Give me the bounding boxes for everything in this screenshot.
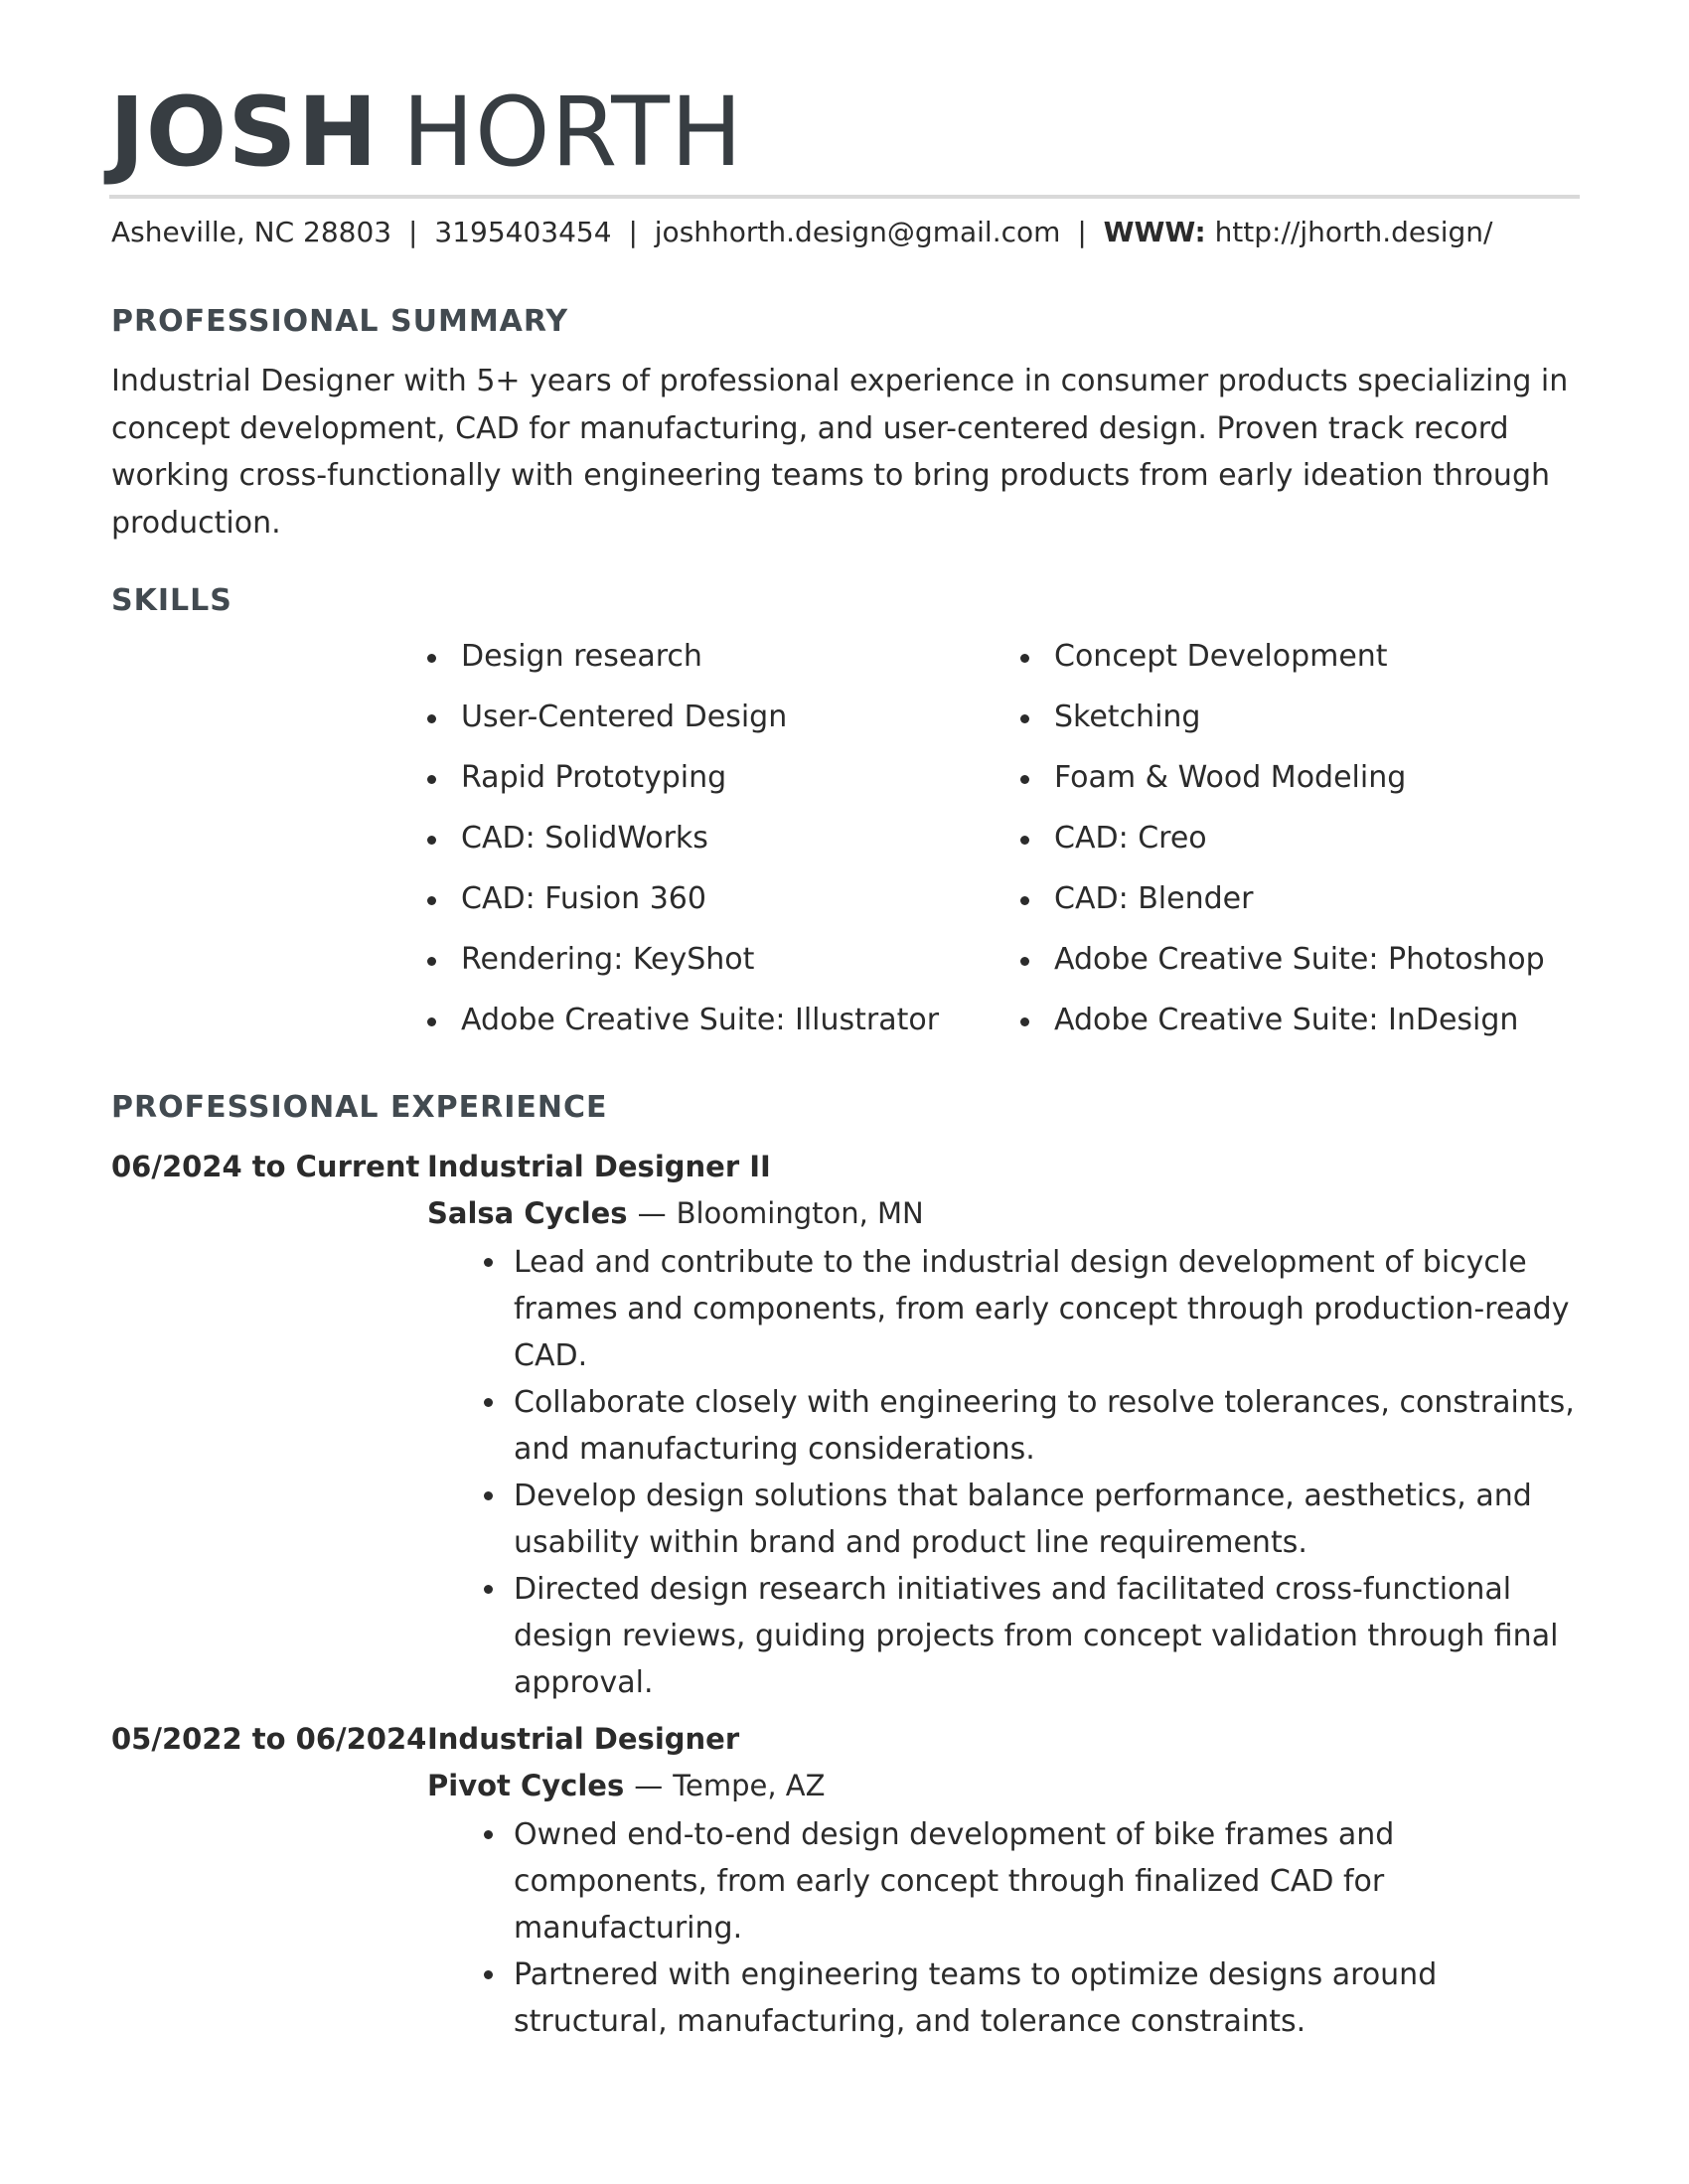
bullet-icon: [1020, 775, 1029, 784]
skills-heading: SKILLS: [111, 583, 232, 618]
job-bullet-text: Collaborate closely with engineering to resolve tolerances, constraints, and manufacturing considerations.: [514, 1385, 1575, 1467]
skill-label: Sketching: [1054, 700, 1201, 734]
job-location: Bloomington, MN: [676, 1196, 924, 1230]
job-bullet: [484, 1379, 1580, 1473]
job-company: Pivot Cycles: [427, 1769, 625, 1802]
contact-email[interactable]: joshhorth.design@gmail.com: [654, 216, 1061, 248]
bullet-icon: [427, 957, 436, 966]
job-title: Industrial Designer II: [427, 1150, 771, 1183]
job-title: Industrial Designer: [427, 1722, 740, 1756]
job-company: Salsa Cycles: [427, 1196, 628, 1230]
skill-label: Rendering: KeyShot: [461, 942, 755, 977]
job-company-line: [427, 1766, 1580, 1805]
candidate-name: [109, 78, 743, 187]
skill-label: CAD: Creo: [1054, 821, 1207, 856]
contact-line: [111, 215, 1492, 250]
job-dates: 05/2022 to 06/2024: [111, 1722, 427, 1756]
contact-location: Asheville, NC 28803: [111, 216, 392, 248]
summary-heading: PROFESSIONAL SUMMARY: [111, 304, 569, 339]
skill-item: [427, 697, 939, 757]
contact-website[interactable]: http://jhorth.design/: [1214, 216, 1493, 248]
skill-label: Adobe Creative Suite: Illustrator: [461, 1003, 940, 1037]
skill-item: [427, 939, 939, 1000]
skill-item: [1020, 757, 1545, 818]
contact-www-label: WWW:: [1103, 216, 1206, 248]
job-bullet-text: Owned end-to-end design development of bike frames and components, from early concept through finalized CAD for manufacturing.: [514, 1817, 1395, 1946]
bullet-icon: [484, 1258, 493, 1267]
job-bullet-text: Directed design research initiatives and facilitated cross-functional design reviews, guiding projects from concept validation through final approval.: [514, 1572, 1559, 1700]
job-bullet-text: Lead and contribute to the industrial design development of bicycle frames and components, from early concept through production-ready CAD.: [514, 1245, 1570, 1373]
bullet-icon: [484, 1585, 493, 1594]
skill-item: [1020, 697, 1545, 757]
job-location: Tempe, AZ: [673, 1769, 826, 1802]
skills-list-right: [1020, 636, 1545, 1060]
first-name: JOSH: [109, 77, 379, 188]
experience-heading: PROFESSIONAL EXPERIENCE: [111, 1090, 608, 1125]
job-bullet-text: Develop design solutions that balance performance, aesthetics, and usability within brand and product line requirements.: [514, 1479, 1532, 1560]
bullet-icon: [1020, 1017, 1029, 1026]
skill-label: Rapid Prototyping: [461, 760, 727, 795]
contact-separator: |: [1077, 216, 1087, 248]
bullet-icon: [1020, 714, 1029, 723]
summary-text: Industrial Designer with 5+ years of professional experience in consumer products specializing in concept development, CAD for manufacturing, and user-centered design. Proven track record working cross-functionally with engineering teams to bring products from early ideation through production.: [111, 364, 1569, 541]
bullet-icon: [1020, 957, 1029, 966]
skill-label: Concept Development: [1054, 639, 1388, 674]
bullet-icon: [427, 714, 436, 723]
skill-label: CAD: Blender: [1054, 881, 1254, 916]
job-company-line: [427, 1193, 1580, 1233]
skill-label: CAD: Fusion 360: [461, 881, 706, 916]
bullet-icon: [484, 1970, 493, 1979]
job-bullet: [484, 1473, 1580, 1566]
bullet-icon: [1020, 654, 1029, 663]
bullet-icon: [427, 896, 436, 905]
job-bullets: [427, 1811, 1580, 2045]
bullet-icon: [1020, 896, 1029, 905]
contact-separator: |: [408, 216, 418, 248]
job-bullet: [484, 1566, 1580, 1706]
job-dash: —: [634, 1769, 664, 1802]
skill-item: [427, 757, 939, 818]
contact-phone: 3195403454: [434, 216, 612, 248]
skill-item: [1020, 1000, 1545, 1060]
job-bullet: [484, 1811, 1580, 1951]
job-bullet: [484, 1951, 1580, 2045]
bullet-icon: [427, 654, 436, 663]
job-body: [427, 1719, 1580, 2045]
bullet-icon: [427, 775, 436, 784]
job-body: [427, 1147, 1580, 1706]
contact-separator: |: [628, 216, 638, 248]
bullet-icon: [1020, 836, 1029, 845]
skills-list-left: [427, 636, 939, 1060]
job-dash: —: [637, 1196, 667, 1230]
skill-label: Design research: [461, 639, 702, 674]
bullet-icon: [484, 1830, 493, 1839]
bullet-icon: [427, 1017, 436, 1026]
skill-label: Foam & Wood Modeling: [1054, 760, 1407, 795]
job-bullets: [427, 1239, 1580, 1706]
skill-label: Adobe Creative Suite: InDesign: [1054, 1003, 1519, 1037]
last-name: HORTH: [401, 77, 744, 188]
job-dates: 06/2024 to Current: [111, 1150, 420, 1183]
bullet-icon: [427, 836, 436, 845]
bullet-icon: [484, 1398, 493, 1407]
job-bullet-text: Partnered with engineering teams to optimize designs around structural, manufacturing, and tolerance constraints.: [514, 1957, 1438, 2039]
skill-item: [1020, 878, 1545, 939]
job-bullet: [484, 1239, 1580, 1379]
skill-item: [427, 878, 939, 939]
skill-item: [427, 636, 939, 697]
bullet-icon: [484, 1491, 493, 1500]
skill-item: [1020, 636, 1545, 697]
skill-item: [1020, 818, 1545, 878]
skill-item: [427, 1000, 939, 1060]
skill-label: CAD: SolidWorks: [461, 821, 708, 856]
skill-item: [1020, 939, 1545, 1000]
name-divider: [109, 195, 1580, 199]
skill-item: [427, 818, 939, 878]
skill-label: Adobe Creative Suite: Photoshop: [1054, 942, 1545, 977]
skill-label: User-Centered Design: [461, 700, 788, 734]
